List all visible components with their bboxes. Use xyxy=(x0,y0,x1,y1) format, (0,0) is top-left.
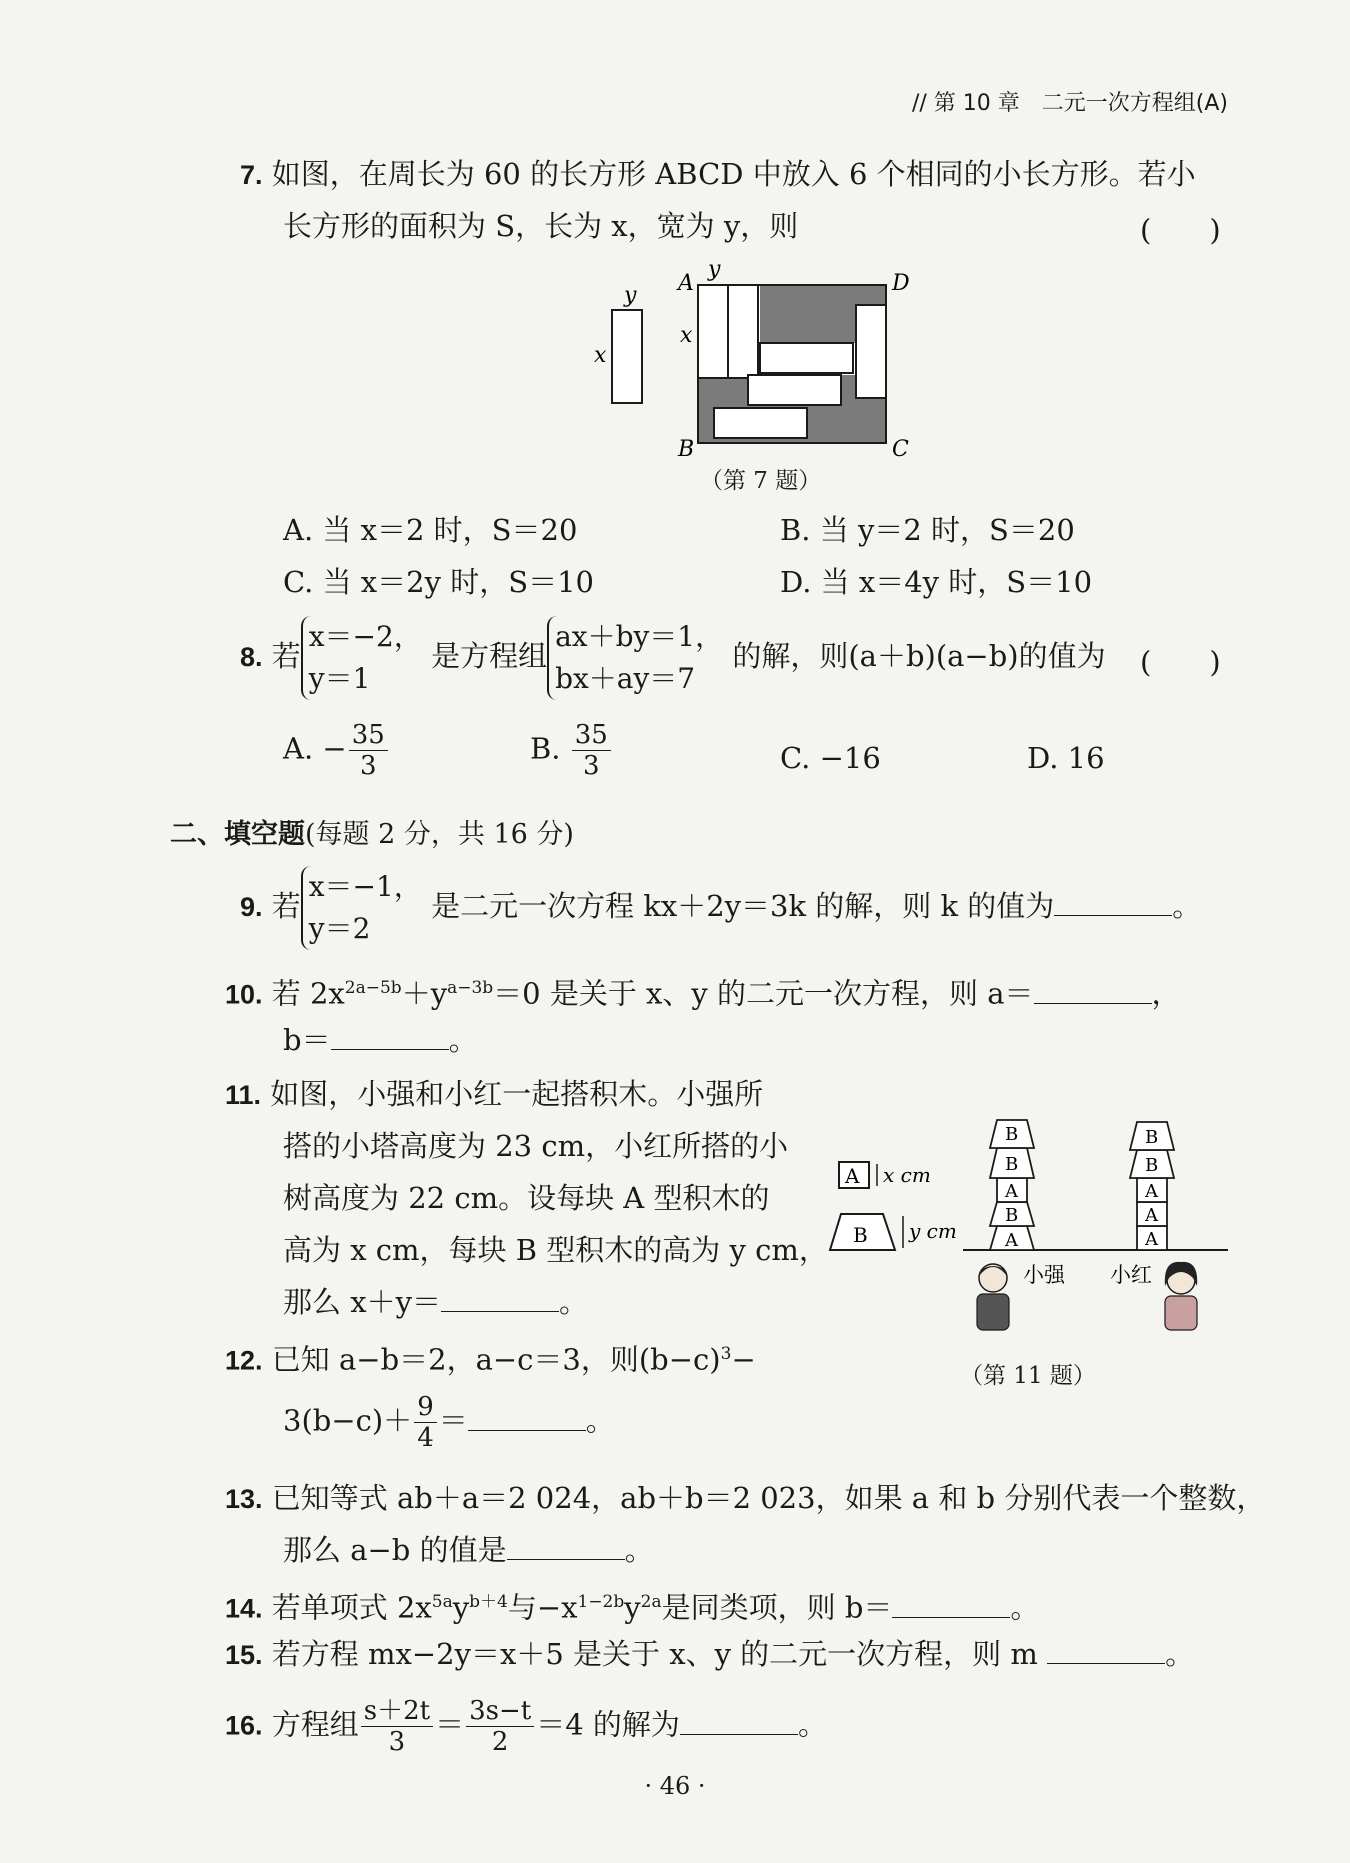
q12-line2: 3(b−c)＋ $\frac{9}{4}$ ＝ 。 xyxy=(283,1392,615,1453)
q7-label-y: y xyxy=(708,257,721,282)
q7-line1 xyxy=(240,154,1196,195)
q11-legend-b: B xyxy=(853,1223,868,1247)
q11-legend-a: A xyxy=(845,1164,860,1188)
q11-name-xiaohong: 小红 xyxy=(1110,1263,1152,1287)
q8-line xyxy=(240,616,1106,700)
q8-answer-paren: ( ) xyxy=(1140,645,1221,679)
q7-figure xyxy=(580,250,930,495)
svg-text:B: B xyxy=(1005,1154,1019,1175)
q11-number: 11. xyxy=(225,1080,262,1110)
svg-text:B: B xyxy=(1145,1127,1159,1148)
q16-number: 16. xyxy=(225,1710,263,1741)
q11-line4: 高为 x cm，每块 B 型积木的高为 y cm， xyxy=(283,1233,828,1267)
girl-figure xyxy=(1165,1262,1197,1330)
boy-figure xyxy=(977,1264,1009,1330)
q8-system-2: ax＋by＝1， bx＋ay＝7 xyxy=(547,616,723,700)
q9-system: x＝−1， y＝2 xyxy=(301,866,422,950)
q7-label-C: C xyxy=(892,437,909,462)
q8-middle: 是方程组 xyxy=(431,639,548,673)
q7-caption: （第 7 题） xyxy=(700,468,822,494)
q13-line1: 13. 已知等式 ab＋a＝2 024，ab＋b＝2 023，如果 a 和 b 分别代表一个整数， xyxy=(225,1481,1266,1515)
q8-system-1: x＝−2， y＝1 xyxy=(301,616,422,700)
svg-text:B: B xyxy=(1005,1124,1019,1145)
q7-option-c: C. 当 x＝2y 时，S＝10 xyxy=(283,565,594,599)
q7-label-D: D xyxy=(892,271,910,296)
svg-text:B: B xyxy=(1005,1205,1019,1226)
q10-number: 10. xyxy=(225,979,263,1010)
q10-line2: b＝ 。 xyxy=(283,1023,478,1057)
q9-blank[interactable] xyxy=(1054,887,1172,916)
q13-line2: 那么 a−b 的值是 。 xyxy=(283,1533,654,1567)
q15-number: 15. xyxy=(225,1640,263,1670)
q7-text-line2: 长方形的面积为 S，长为 x，宽为 y，则 xyxy=(283,209,799,243)
q16-line: 16. 方程组 $\frac{s+2t}{3}$ ＝ $\frac{3s-t}{2}$ ＝4 的解为 。 xyxy=(225,1696,827,1757)
q7-option-d: D. 当 x＝4y 时，S＝10 xyxy=(780,565,1093,599)
q14-line: 14. 若单项式 $2x^{5a}y^{b+4}$与$-x^{1-2b}y^{2a}$是同类项，则 b＝ 。 xyxy=(225,1590,1040,1625)
q11-name-xiaoqiang: 小强 xyxy=(1023,1263,1065,1287)
q7-number: 7. xyxy=(240,160,263,190)
q8-option-c: C. −16 xyxy=(780,741,881,775)
svg-text:A: A xyxy=(1145,1205,1158,1226)
q7-answer-paren: ( ) xyxy=(1140,213,1221,247)
q13-number: 13. xyxy=(225,1484,263,1514)
q11-blank[interactable] xyxy=(441,1283,559,1312)
page-number: · 46 · xyxy=(644,1772,706,1800)
q8-option-b: B. $\frac{35}{3}$ xyxy=(530,720,613,781)
q12-blank[interactable] xyxy=(468,1402,586,1431)
q7-option-a: A. 当 x＝2 时，S＝20 xyxy=(283,513,578,547)
q7-small-rect xyxy=(612,310,642,403)
q9-line: 9. 若 x＝−1， y＝2 是二元一次方程 kx＋2y＝3k 的解，则 k 的值为 。 xyxy=(240,866,1201,950)
q10-line1: 10. 若 $2x^{2a-5b}+y^{a-3b}=0$ 是关于 x、y 的二元一次方程，则 a＝ ， xyxy=(225,976,1181,1011)
q14-number: 14. xyxy=(225,1593,263,1624)
q8-option-d: D. 16 xyxy=(1027,741,1105,775)
q11-line1: 11. 如图，小强和小红一起搭积木。小强所 xyxy=(225,1077,764,1111)
q15-blank[interactable] xyxy=(1047,1635,1165,1664)
q7-label-B: B xyxy=(678,437,695,462)
q7-text-line1: 如图，在周长为 60 的长方形 ABCD 中放入 6 个相同的小长方形。若小 xyxy=(271,157,1196,191)
q9-number: 9. xyxy=(240,892,263,922)
q8-option-a: A. − $\frac{35}{3}$ xyxy=(283,720,390,781)
q11-line5: 那么 x＋y＝ 。 xyxy=(283,1285,588,1319)
q16-blank[interactable] xyxy=(680,1706,798,1735)
q14-blank[interactable] xyxy=(892,1589,1010,1618)
q15-line: 15. 若方程 mx−2y＝x＋5 是关于 x、y 的二元一次方程，则 m 。 xyxy=(225,1637,1195,1671)
q11-legend-b-text: y cm xyxy=(909,1219,957,1243)
q11-line2: 搭的小塔高度为 23 cm，小红所搭的小 xyxy=(283,1129,789,1163)
svg-text:A: A xyxy=(1145,1181,1158,1202)
svg-text:B: B xyxy=(1145,1155,1159,1176)
q7-label-A: A xyxy=(678,271,694,296)
q11-caption: （第 11 题） xyxy=(960,1363,1096,1389)
svg-text:A: A xyxy=(1005,1181,1018,1202)
q11-legend-a-text: x cm xyxy=(883,1163,931,1187)
q8-prefix: 若 xyxy=(271,639,301,673)
q8-number: 8. xyxy=(240,642,263,672)
q10-blank-b[interactable] xyxy=(331,1021,449,1050)
q8-suffix: 的解，则(a＋b)(a−b)的值为 xyxy=(732,639,1106,673)
q7-label-x: x xyxy=(680,323,693,348)
q12-number: 12. xyxy=(225,1345,263,1376)
q11-figure xyxy=(815,1072,1235,1352)
svg-text:A: A xyxy=(1145,1229,1158,1250)
q7-option-b: B. 当 y＝2 时，S＝20 xyxy=(780,513,1075,547)
q11-line3: 树高度为 22 cm。设每块 A 型积木的 xyxy=(283,1181,770,1215)
q12-line1: 12. 已知 a−b＝2，a−c＝3，则$(b-c)^3-$ xyxy=(225,1342,756,1377)
q10-blank-a[interactable] xyxy=(1034,975,1152,1004)
q13-blank[interactable] xyxy=(507,1531,625,1560)
q7-label-x-small: x xyxy=(594,343,607,368)
section-fill-in: 二、填空题(每题 2 分，共 16 分) xyxy=(170,819,574,850)
chapter-header: // 第 10 章 二元一次方程组(A) xyxy=(911,91,1228,116)
q7-label-y-small: y xyxy=(624,283,637,308)
svg-text:A: A xyxy=(1005,1230,1018,1251)
